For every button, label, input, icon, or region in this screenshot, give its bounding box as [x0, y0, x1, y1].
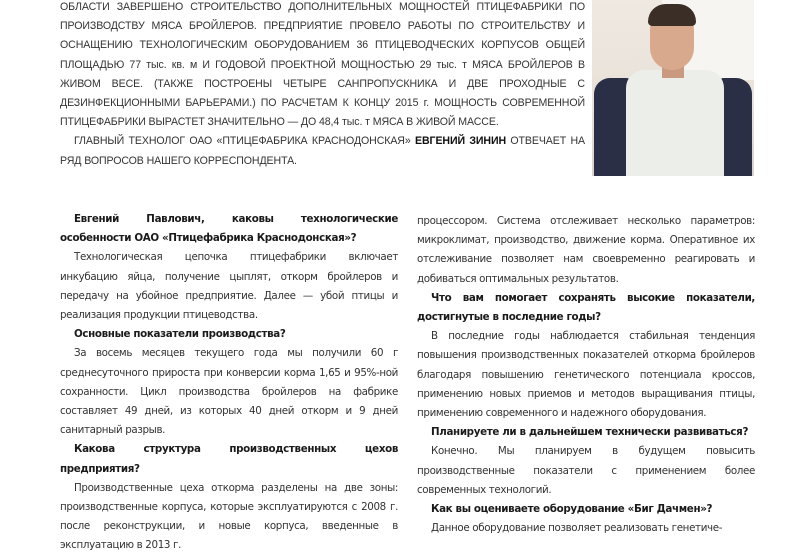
- interview-answer-continued: процессором. Система отслеживает несколько параметров: микроклимат, производство, движение корма. Оперативное их отслеживание позволяет нам своевременно реагировать и добиваться оптимальных результатов.: [417, 215, 755, 285]
- article-column-left: [60, 210, 398, 556]
- photo-shirt: [626, 70, 724, 176]
- interview-answer: Технологическая цепочка птицефабрики включает инкубацию яйца, получение цыплят, откорм бройлеров и передачу на убойное предприятие. Далее — убой птицы и реализация продукции птицеводства.: [60, 251, 398, 322]
- interview-question: Планируете ли в дальнейшем технически развиваться?: [431, 426, 749, 439]
- interview-answer: Конечно. Мы планируем в будущем повысить производственные показатели с применением более современных технологий.: [417, 445, 755, 496]
- photo-hair: [648, 4, 696, 26]
- article-column-right: [417, 212, 755, 538]
- interview-question: Основные показатели производства?: [74, 328, 286, 341]
- lead-paragraph: ОБЛАСТИ ЗАВЕРШЕНО СТРОИТЕЛЬСТВО ДОПОЛНИТЕЛЬНЫХ МОЩНОСТЕЙ ПТИЦЕФАБРИКИ ПО ПРОИЗВОДСТВУ МЯСА БРОЙЛЕРОВ. ПРЕДПРИЯТИЕ ПРОВЕЛО РАБОТЫ ПО СТРОИТЕЛЬСТВУ И ОСНАЩЕНИЮ ТЕХНОЛОГИЧЕСКИМ ОБОРУДОВАНИЕМ 36 ПТИЦЕВОДЧЕСКИХ КОРПУСОВ ОБЩЕЙ ПЛОЩАДЬЮ 77 тыс. кв. м И ГОДОВОЙ ПРОЕКТНОЙ МОЩНОСТЬЮ 29 тыс. т МЯСА БРОЙЛЕРОВ В ЖИВОМ ВЕСЕ. (ТАКЖЕ ПОСТРОЕНЫ ЧЕТЫРЕ САНПРОПУСКНИКА И ДВЕ ПРОХОДНЫЕ С ДЕЗИНФЕКЦИОННЫМИ БАРЬЕРАМИ.) ПО РАСЧЕТАМ К КОНЦУ 2015 г. МОЩНОСТЬ СОВРЕМЕННОЙ ПТИЦЕФАБРИКИ ВЫРАСТЕТ ЗНАЧИТЕЛЬНО — ДО 48,4 тыс. т МЯСА В ЖИВОЙ МАССЕ.: [60, 1, 585, 129]
- interview-question: Евгений Павлович, каковы технологические особенности ОАО «Птицефабрика Краснодонская»?: [60, 213, 398, 245]
- interview-answer: Производственные цеха откорма разделены на две зоны: производственные корпуса, которые эксплуатируются с 2008 г. после реконструкции, и новые корпуса, введенные в эксплуатацию в 2013 г.: [60, 481, 398, 552]
- interview-answer: В последние годы наблюдается стабильная тенденция повышения производственных показателей откорма бройлеров благодаря повышению генетического потенциала кроссов, применению новых приемов и методов выращивания птицы, применению современного и надежного оборудования.: [417, 330, 755, 420]
- interview-answer: Данное оборудование позволяет реализовать генетиче-: [431, 522, 723, 535]
- interview-question: Как вы оцениваете оборудование «Биг Дачмен»?: [431, 503, 713, 516]
- interviewee-name: ЕВГЕНИЙ ЗИНИН: [415, 135, 507, 148]
- article-lead: [60, 0, 585, 171]
- lead-byline: [60, 132, 585, 170]
- byline-prefix: ГЛАВНЫЙ ТЕХНОЛОГ ОАО «ПТИЦЕФАБРИКА КРАСНОДОНСКАЯ»: [74, 135, 416, 148]
- interview-answer: За восемь месяцев текущего года мы получили 60 г среднесуточного прироста при конверсии корма 1,65 и 95%-ной сохранности. Цикл производства бройлеров на фабрике составляет 49 дней, из которых 40 дней откорм и 9 дней санитарный разрыв.: [60, 347, 398, 437]
- portrait-photo: [592, 0, 754, 176]
- interview-question: Что вам помогает сохранять высокие показатели, достигнутые в последние годы?: [417, 291, 755, 324]
- byline-suffix: ОТВЕЧАЕТ НА РЯД ВОПРОСОВ НАШЕГО КОРРЕСПОНДЕНТА.: [60, 135, 585, 167]
- interview-question: Какова структура производственных цехов предприятия?: [60, 443, 398, 475]
